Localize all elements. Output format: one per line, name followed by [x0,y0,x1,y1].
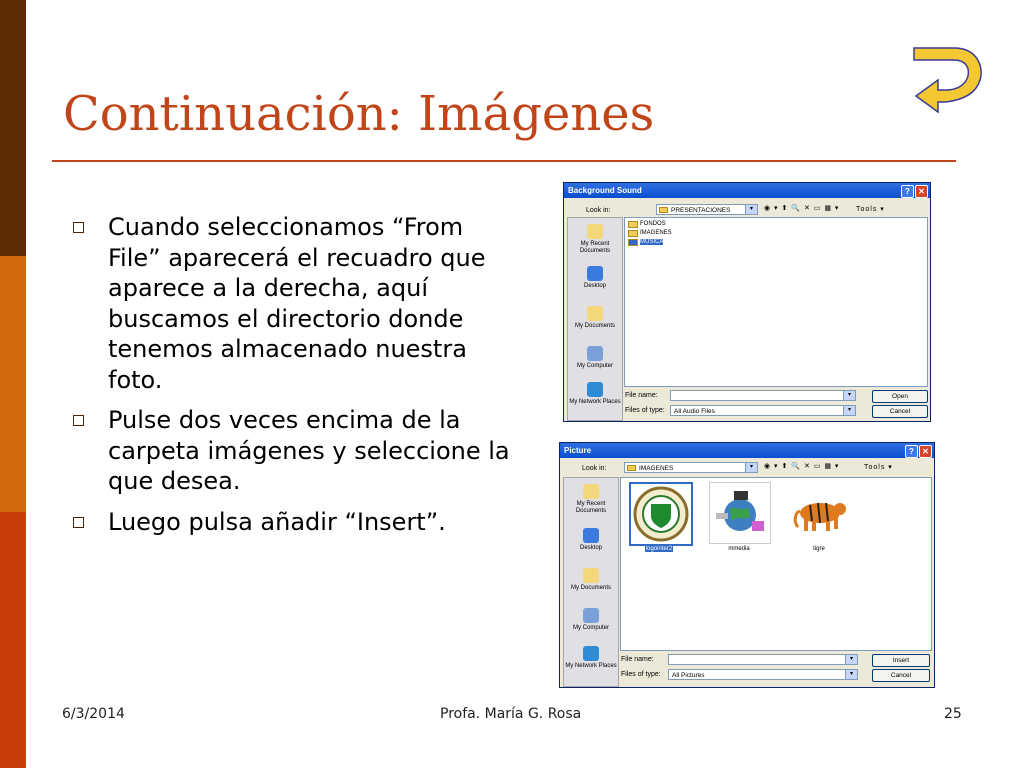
folder-icon [659,207,668,213]
footer-author: Profa. María G. Rosa [440,706,582,722]
chevron-down-icon: ▾ [843,391,855,400]
place-my-documents[interactable]: My Documents [568,306,622,330]
toolbar-icons[interactable]: ◉ ▾ ⬆ 🔍 ✕ ▭ ▦ ▾ [764,463,840,470]
look-in-dropdown[interactable]: IMAGENES ▾ [624,462,758,473]
network-places-icon [587,382,603,397]
open-button[interactable]: Open [872,390,928,403]
slide-title: Continuación: Imágenes [63,86,655,142]
dialog-titlebar: Background Sound ? ✕ [564,183,930,198]
file-name-input[interactable] [670,390,856,401]
bullet-item: Cuando seleccionamos “From File” aparecerá el recuadro que aparece a la derecha, aquí buscamos el directorio donde tenemos almacenado nuestra foto. [70,212,520,395]
chevron-down-icon: ▾ [845,655,857,664]
folder-item[interactable]: IMAGENES [628,229,672,238]
tools-menu[interactable]: Tools ▾ [864,464,893,471]
file-type-dropdown[interactable]: All Audio Files ▾ [670,405,856,416]
chevron-down-icon: ▾ [843,406,855,415]
folder-icon [628,230,638,237]
recent-documents-icon [587,224,603,239]
bullet-item: Luego pulsa añadir “Insert”. [70,507,520,538]
place-my-network-places[interactable]: My Network Places [564,646,618,670]
left-stripe-top [0,0,26,256]
folder-item[interactable]: FONDOS [628,220,666,229]
thumbnail-caption: logointer2 [645,546,673,552]
tiger-icon [790,483,850,543]
close-button[interactable]: ✕ [915,185,928,198]
desktop-icon [587,266,603,281]
thumbnail-tigre[interactable] [789,482,851,544]
place-my-computer[interactable]: My Computer [568,346,622,370]
folder-icon [627,465,636,471]
close-button[interactable]: ✕ [919,445,932,458]
bullet-list [70,212,520,547]
bullet-marker-icon [73,222,84,233]
places-bar [567,217,623,421]
bullet-item: Pulse dos veces encima de la carpeta imágenes y seleccione la que desea. [70,405,520,497]
help-button[interactable]: ? [901,185,914,198]
tools-menu[interactable]: Tools ▾ [856,206,885,213]
title-divider [52,160,956,162]
place-my-documents[interactable]: My Documents [564,568,618,592]
cancel-button[interactable]: Cancel [872,669,930,682]
thumbnail-caption: tigre [813,546,825,552]
picture-dialog [559,442,935,688]
help-button[interactable]: ? [905,445,918,458]
look-in-dropdown[interactable]: PRESENTACIONES ▾ [656,204,758,215]
my-computer-icon [583,608,599,623]
globe-media-icon [710,483,770,543]
chevron-down-icon: ▾ [745,463,757,472]
file-name-label: File name: [621,656,654,663]
places-bar [563,477,619,687]
seal-logo-icon [631,484,691,544]
place-my-recent-documents[interactable]: My Recent Documents [564,484,618,515]
place-my-computer[interactable]: My Computer [564,608,618,632]
file-type-label: Files of type: [621,671,661,678]
look-in-label: Look in: [582,465,607,472]
insert-button[interactable]: Insert [872,654,930,667]
thumbnail-mmedia[interactable] [709,482,771,544]
left-stripe-bottom [0,512,26,768]
thumbnail-caption: mmedia [728,546,750,552]
recent-documents-icon [583,484,599,499]
thumbnail-logointer2[interactable] [629,482,693,546]
network-places-icon [583,646,599,661]
left-stripe-middle [0,256,26,512]
my-documents-icon [587,306,603,321]
place-my-recent-documents[interactable]: My Recent Documents [568,224,622,255]
place-my-network-places[interactable]: My Network Places [568,382,622,406]
chevron-down-icon: ▾ [745,205,757,214]
toolbar-icons[interactable]: ◉ ▾ ⬆ 🔍 ✕ ▭ ▦ ▾ [764,205,840,212]
footer-page-number: 25 [944,706,962,722]
footer-date: 6/3/2014 [62,706,125,722]
back-arrow-icon[interactable] [906,40,986,120]
my-computer-icon [587,346,603,361]
background-sound-dialog [563,182,931,422]
bullet-marker-icon [73,517,84,528]
thumbnail-view[interactable] [620,477,932,651]
file-type-label: Files of type: [625,407,665,414]
folder-icon [628,239,638,246]
file-name-input[interactable] [668,654,858,665]
desktop-icon [583,528,599,543]
file-list[interactable] [624,217,928,387]
file-name-label: File name: [625,392,658,399]
dialog-titlebar: Picture ? ✕ [560,443,934,458]
bullet-marker-icon [73,415,84,426]
folder-icon [628,221,638,228]
cancel-button[interactable]: Cancel [872,405,928,418]
chevron-down-icon: ▾ [845,670,857,679]
file-type-dropdown[interactable]: All Pictures ▾ [668,669,858,680]
my-documents-icon [583,568,599,583]
look-in-label: Look in: [586,207,611,214]
folder-item-selected[interactable]: MUSICA [628,238,663,247]
place-desktop[interactable]: Desktop [564,528,618,552]
place-desktop[interactable]: Desktop [568,266,622,290]
